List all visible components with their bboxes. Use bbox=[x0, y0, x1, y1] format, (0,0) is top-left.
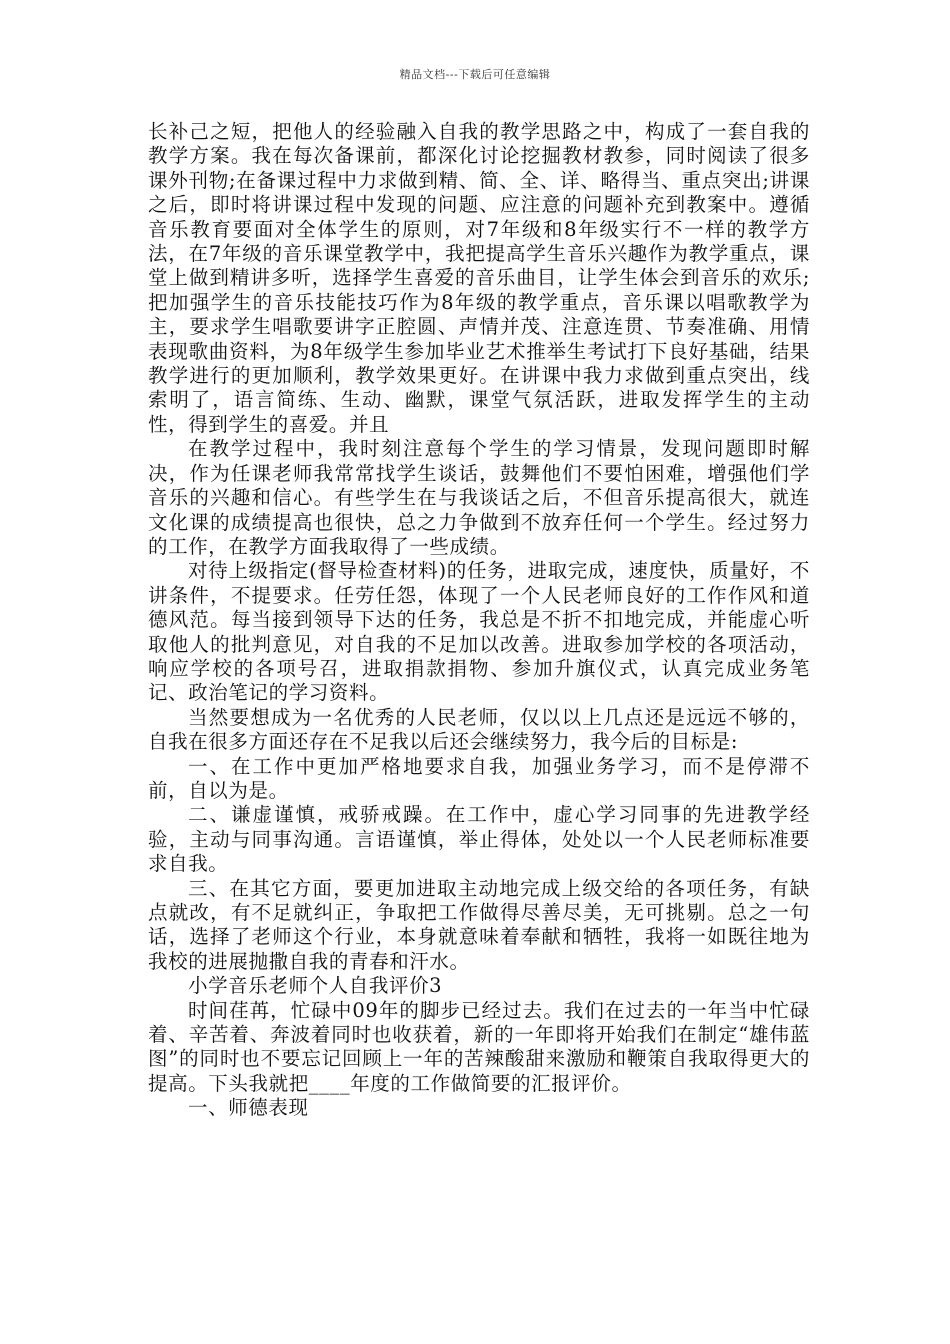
paragraph-teaching-process: 在教学过程中，我时刻注意每个学生的学习情景，发现问题即时解决，作为任课老师我常常找学生谈话，鼓舞他们不要怕困难，增强他们学音乐的兴趣和信心。有些学生在与我谈话之后，不但音乐提高很大，就连文化课的成绩提高也很快，总之力争做到不放弃任何一个学生。经过努力的工作，在教学方面我取得了一些成绩。 bbox=[148, 437, 810, 558]
section-heading-ethics: 一、师德表现 bbox=[187, 1096, 309, 1120]
page-header: 精品文档---下载后可任意编辑 bbox=[399, 68, 551, 81]
paragraph-assigned-tasks: 对待上级指定(督导检查材料)的任务，进取完成，速度快，质量好，不讲条件，不提要求。任劳任怨，体现了一个人民老师良好的工作作风和道德风范。每当接到领导下达的任务，我总是不折不扣地完成，并能虚心听取他人的批判意见，对自我的不足加以改善。进取参加学校的各项活动，响应学校的各项号召，进取捐款捐物、参加升旗仪式，认真完成业务笔记、政治笔记的学习资料。 bbox=[148, 559, 810, 705]
paragraph-continuation: 长补己之短，把他人的经验融入自我的教学思路之中，构成了一套自我的教学方案。我在每次备课前，都深化讨论挖掘教材教参，同时阅读了很多课外刊物;在备课过程中力求做到精、简、全、详、略得当、重点突出;讲课之后，即时将讲课过程中发现的问题、应注意的问题补充到教案中。遵循音乐教育要面对全体学生的原则，对7年级和8年级实行不一样的教学方法，在7年级的音乐课堂教学中，我把提高学生音乐兴趣作为教学重点，课堂上做到精讲多听，选择学生喜爱的音乐曲目，让学生体会到音乐的欢乐;把加强学生的音乐技能技巧作为8年级的教学重点，音乐课以唱歌教学为主，要求学生唱歌要讲字正腔圆、声情并茂、注意连贯、节奏准确、用情表现歌曲资料，为8年级学生参加毕业艺术推举生考试打下良好基础，结果教学进行的更加顺利，教学效果更好。在讲课中我力求做到重点突出，线索明了，语言简练、生动、幽默，课堂气氛活跃，进取发挥学生的主动性，得到学生的喜爱。并且 bbox=[148, 120, 810, 436]
paragraph-year-review: 时间荏苒，忙碌中09年的脚步已经过去。我们在过去的一年当中忙碌着、辛苦着、奔波着同时也收获着，新的一年即将开始我们在制定“雄伟蓝图”的同时也不要忘记回顾上一年的苦辣酸甜来激励和鞭策自我取得更大的提高。下头我就把____年度的工作做简要的汇报评价。 bbox=[148, 998, 810, 1095]
document-body bbox=[148, 120, 810, 1121]
paragraph-future-goals: 当然要想成为一名优秀的人民老师，仅以以上几点还是远远不够的，自我在很多方面还存在不足我以后还会继续努力，我今后的目标是: bbox=[148, 705, 810, 754]
section-title: 小学音乐老师个人自我评价3 bbox=[187, 974, 443, 998]
paragraph-goal-two: 二、谦虚谨慎，戒骄戒躁。在工作中，虚心学习同事的先进教学经验，主动与同事沟通。言语谨慎，举止得体，处处以一个人民老师标准要求自我。 bbox=[148, 803, 810, 876]
paragraph-goal-one: 一、在工作中更加严格地要求自我，加强业务学习，而不是停滞不前，自以为是。 bbox=[148, 754, 810, 802]
paragraph-goal-three: 三、在其它方面，要更加进取主动地完成上级交给的各项任务，有缺点就改，有不足就纠正，争取把工作做得尽善尽美，无可挑剔。总之一句话，选择了老师这个行业，本身就意味着奉献和牺牲，我将一如既往地为我校的进展抛撒自我的青春和汗水。 bbox=[148, 876, 810, 973]
